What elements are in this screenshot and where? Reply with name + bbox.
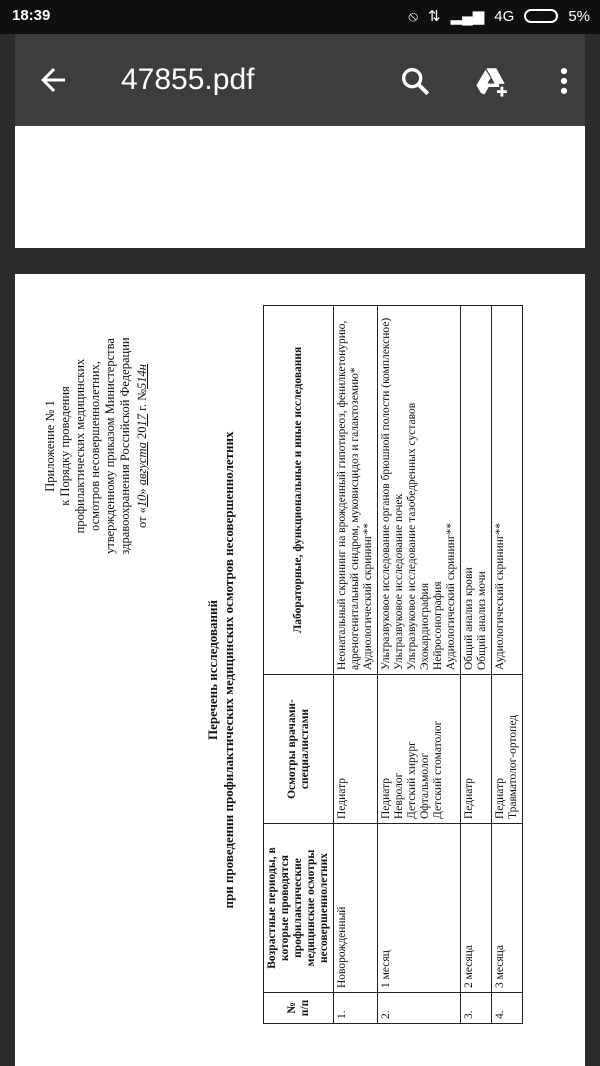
table-row: 2. 1 месяц Педиатр Невролог Детский хирург Офтальмолог Детский стоматолог Ультразвуковое исследование органов брюшной полости (комплексное) Ультразвуковое исследование почек Ультразвуковое исследование тазобедренных суставов Эхокардиография Нейросонография Аудиологический скрининг**: [378, 306, 461, 1024]
appendix-line: профилактических медицинских: [73, 358, 87, 534]
table-row: 1. Новорожденный Педиатр Неонатальный скрининг на врожденный гипотиреоз, фенилкетонурию, адреногенитальный синдром, муковисцидоз и галактоземию* Аудиологический скрининг**: [334, 306, 378, 1024]
data-transfer-icon: ⇅: [428, 8, 441, 25]
more-vert-icon[interactable]: [547, 64, 581, 98]
pdf-page-1[interactable]: [15, 126, 585, 248]
document-heading: [205, 274, 237, 1066]
table-row: 4. 3 месяца Педиатр Травматолог-ортопед Аудиологический скрининг**: [492, 306, 523, 1024]
header-number: № п/п: [264, 993, 334, 1024]
search-icon[interactable]: [398, 64, 432, 98]
appendix-line: Приложение № 1: [43, 400, 57, 492]
mute-icon: ⦸: [408, 7, 419, 25]
appendix-line: утвержденному приказом Министерства: [103, 338, 117, 554]
pdf-toolbar: [15, 34, 585, 126]
header-age-period: Возрастные периоды, в которые проводятся профилактические медицинские осмотры несовершеннолетних: [264, 824, 334, 993]
rotated-document-content: [15, 274, 585, 1066]
order-date-line: от «10» августа 2017 г. №514н: [135, 364, 149, 529]
back-arrow-icon[interactable]: [35, 62, 71, 98]
handwritten-day: 10: [135, 494, 149, 508]
battery-icon: [524, 9, 558, 23]
appendix-header: [43, 296, 150, 596]
signal-icon: ▂▄▆: [450, 8, 485, 25]
drive-add-icon[interactable]: [475, 64, 509, 98]
header-doctors: Осмотры врачами-специалистами: [264, 675, 334, 824]
table-header-row: [264, 306, 334, 1024]
header-studies: Лабораторные, функциональные и иные исследования: [264, 306, 334, 675]
heading-line: при проведении профилактических медицинских осмотров несовершеннолетних: [221, 431, 236, 909]
status-time: 18:39: [12, 7, 51, 24]
table-row: 3. 2 месяца Педиатр Общий анализ крови Общий анализ мочи: [461, 306, 492, 1024]
appendix-line: к Порядку проведения: [58, 386, 72, 506]
status-bar: [0, 0, 600, 34]
status-icons: [408, 7, 590, 25]
appendix-line: осмотров несовершеннолетних,: [88, 361, 102, 531]
handwritten-month: августа: [135, 442, 149, 486]
pdf-page-2[interactable]: [15, 274, 585, 1066]
handwritten-number: 514н: [135, 364, 149, 389]
document-title: 47855.pdf: [121, 63, 255, 96]
appendix-line: здравоохранения Российской Федерации: [118, 337, 132, 555]
heading-line: Перечень исследований: [205, 600, 220, 740]
network-type: 4G: [494, 7, 515, 25]
battery-level: 5%: [568, 7, 590, 25]
examinations-table: [263, 305, 523, 1024]
handwritten-year: 17: [135, 413, 149, 427]
